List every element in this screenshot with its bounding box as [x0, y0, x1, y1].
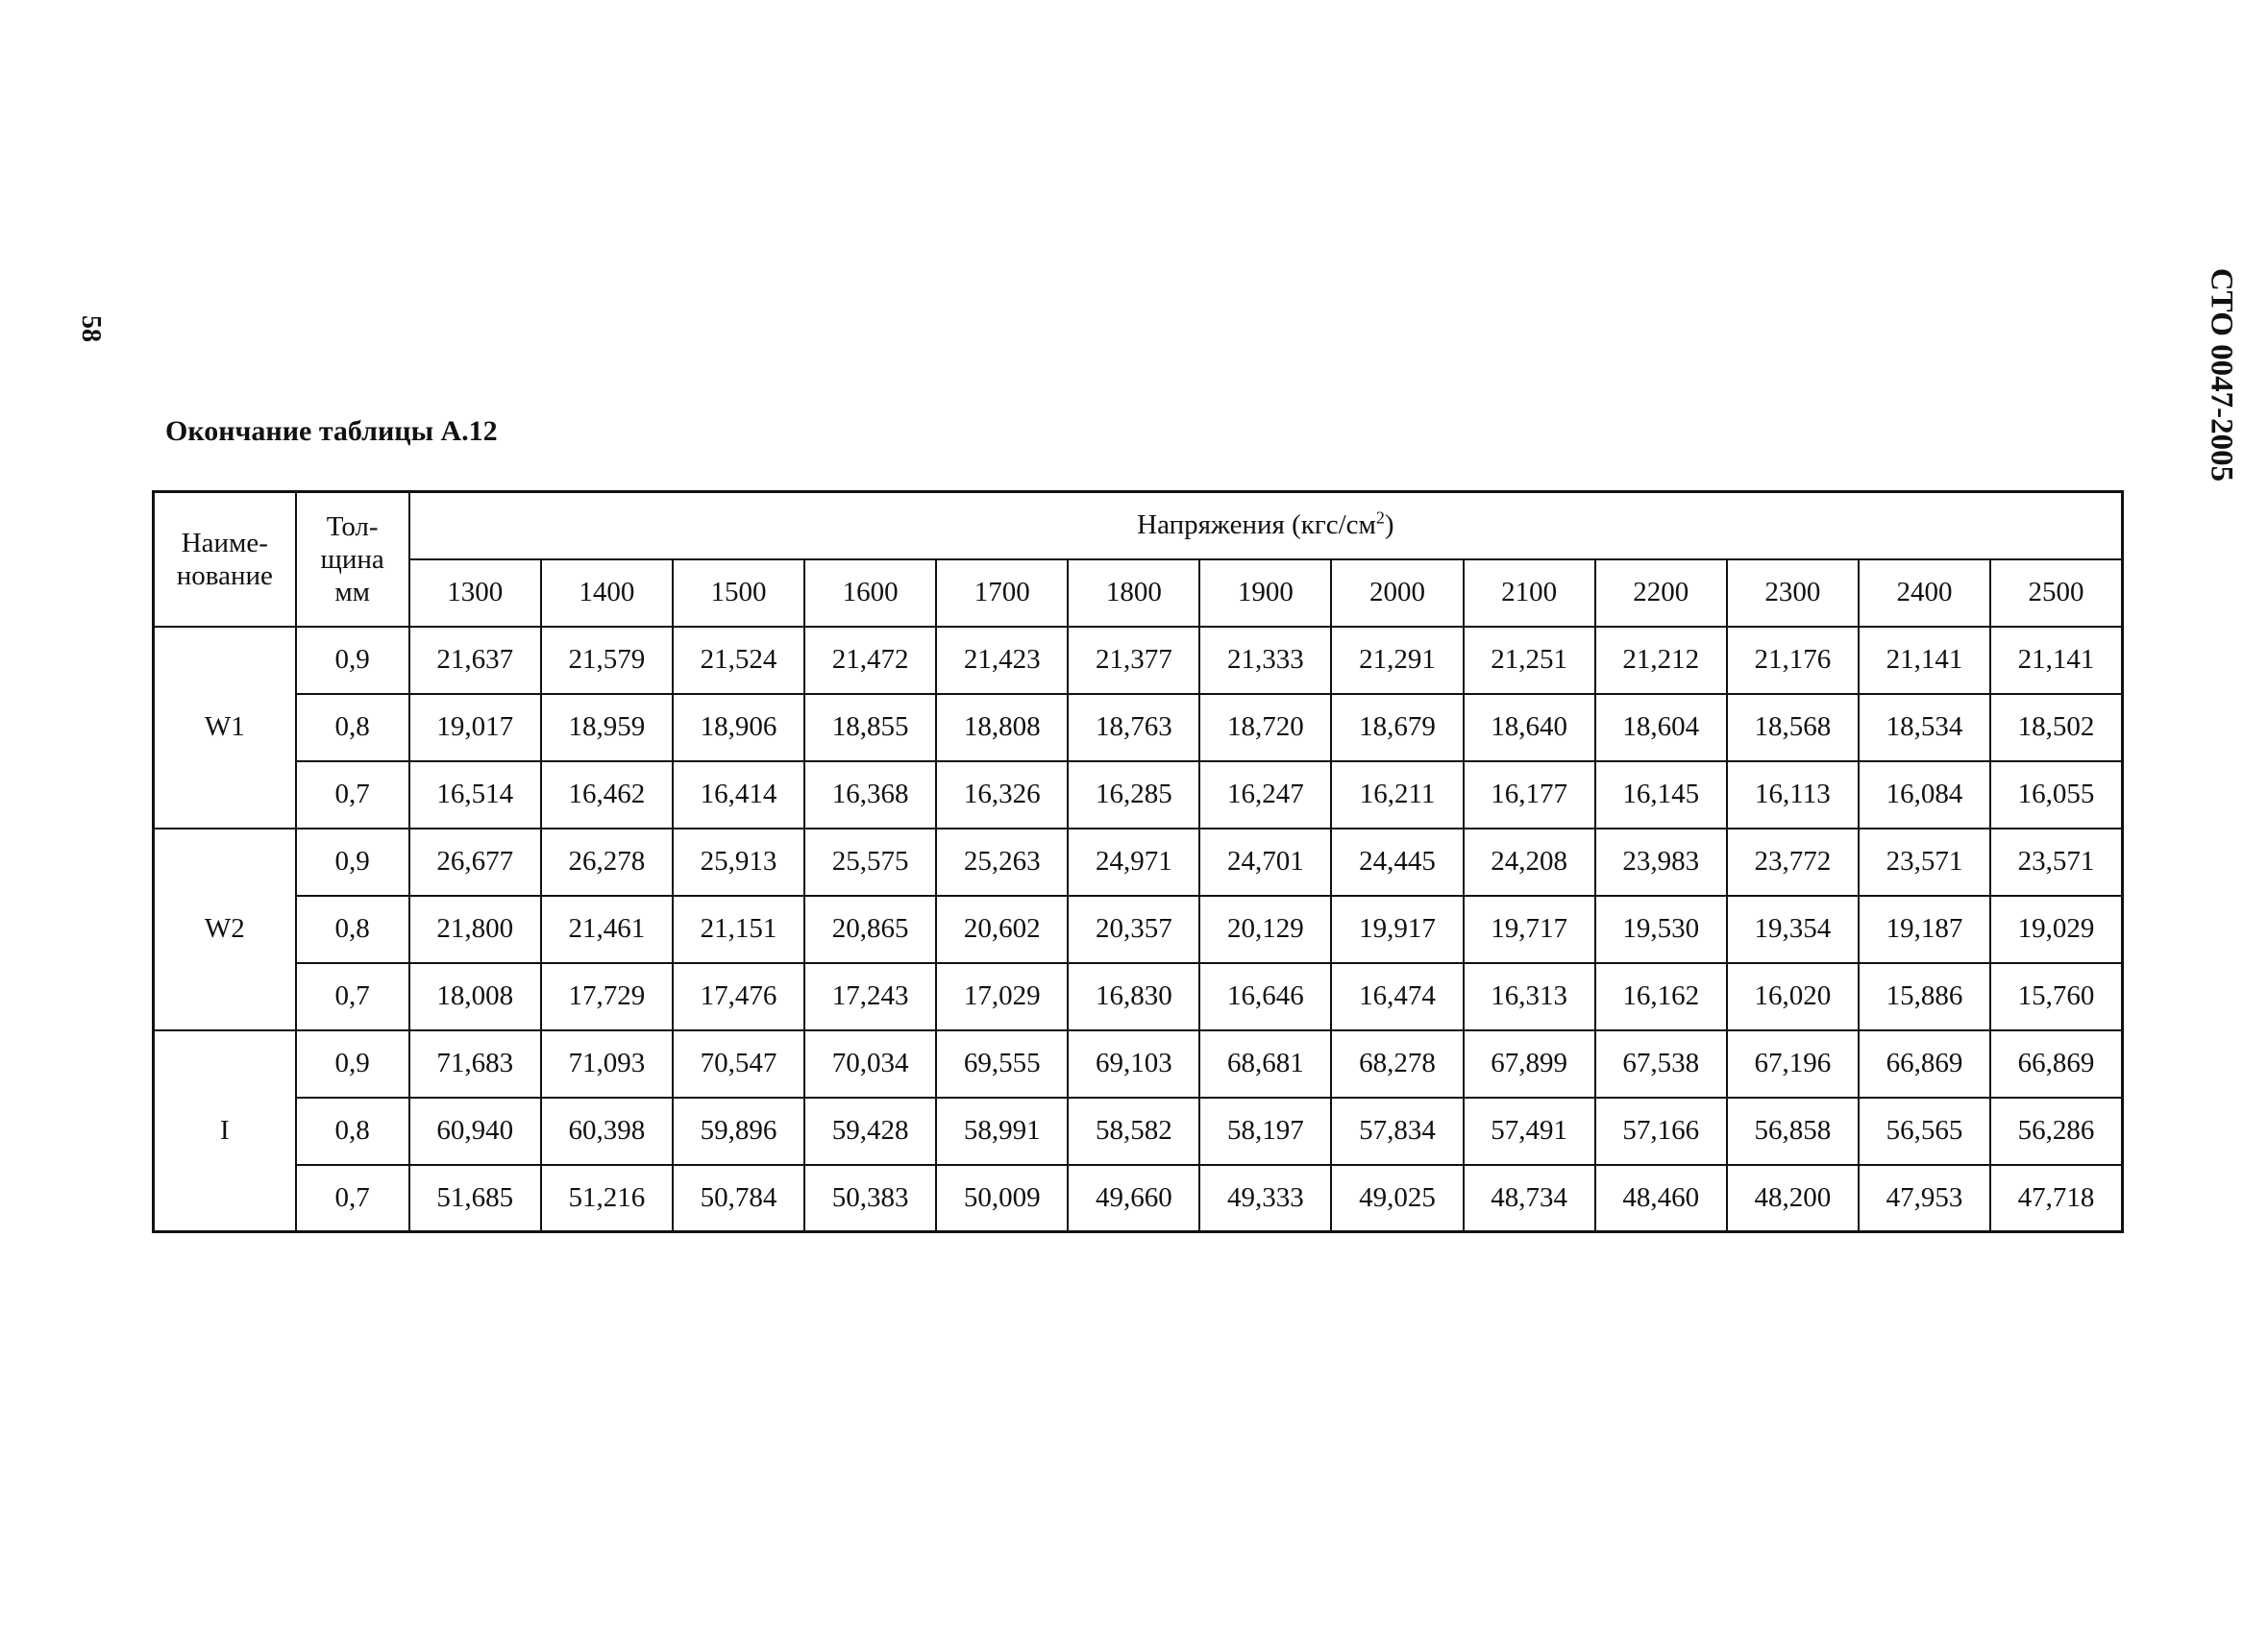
- value-cell: 21,212: [1595, 627, 1727, 694]
- value-cell: 16,084: [1859, 761, 1990, 829]
- name-header-line-2: нование: [176, 559, 273, 591]
- thickness-cell: 0,7: [296, 963, 409, 1030]
- value-cell: 21,524: [673, 627, 804, 694]
- thickness-header-line-2: щина: [320, 543, 384, 575]
- table-caption: Окончание таблицы А.12: [165, 415, 498, 447]
- value-cell: 15,760: [1990, 963, 2122, 1030]
- stress-column-header: 1800: [1068, 559, 1199, 627]
- value-cell: 60,398: [541, 1098, 673, 1165]
- value-cell: 17,476: [673, 963, 804, 1030]
- value-cell: 67,899: [1464, 1030, 1595, 1098]
- value-cell: 67,196: [1727, 1030, 1859, 1098]
- value-cell: 18,568: [1727, 694, 1859, 761]
- value-cell: 58,197: [1199, 1098, 1331, 1165]
- value-cell: 57,166: [1595, 1098, 1727, 1165]
- table-row: [154, 896, 2123, 963]
- table-row: [154, 1165, 2123, 1232]
- stress-header-text: Напряжения (кгс/см: [1137, 509, 1376, 541]
- value-cell: 16,646: [1199, 963, 1331, 1030]
- value-cell: 17,029: [936, 963, 1068, 1030]
- value-cell: 60,940: [409, 1098, 541, 1165]
- value-cell: 56,858: [1727, 1098, 1859, 1165]
- value-cell: 58,582: [1068, 1098, 1199, 1165]
- value-cell: 16,162: [1595, 963, 1727, 1030]
- value-cell: 56,565: [1859, 1098, 1990, 1165]
- value-cell: 69,103: [1068, 1030, 1199, 1098]
- value-cell: 49,025: [1331, 1165, 1463, 1232]
- table-row: [154, 963, 2123, 1030]
- value-cell: 25,913: [673, 829, 804, 896]
- thickness-cell: 0,9: [296, 627, 409, 694]
- value-cell: 20,129: [1199, 896, 1331, 963]
- value-cell: 47,718: [1990, 1165, 2122, 1232]
- value-cell: 19,917: [1331, 896, 1463, 963]
- value-cell: 67,538: [1595, 1030, 1727, 1098]
- thickness-cell: 0,9: [296, 1030, 409, 1098]
- value-cell: 57,834: [1331, 1098, 1463, 1165]
- value-cell: 59,428: [804, 1098, 936, 1165]
- value-cell: 21,251: [1464, 627, 1595, 694]
- table-body: [154, 627, 2123, 1232]
- value-cell: 57,491: [1464, 1098, 1595, 1165]
- value-cell: 19,187: [1859, 896, 1990, 963]
- value-cell: 16,462: [541, 761, 673, 829]
- thickness-header-line-1: Тол-: [326, 510, 379, 542]
- value-cell: 58,991: [936, 1098, 1068, 1165]
- value-cell: 21,472: [804, 627, 936, 694]
- value-cell: 16,113: [1727, 761, 1859, 829]
- thickness-cell: 0,8: [296, 1098, 409, 1165]
- value-cell: 16,020: [1727, 963, 1859, 1030]
- value-cell: 16,145: [1595, 761, 1727, 829]
- value-cell: 18,808: [936, 694, 1068, 761]
- value-cell: 18,008: [409, 963, 541, 1030]
- value-cell: 18,906: [673, 694, 804, 761]
- value-cell: 20,865: [804, 896, 936, 963]
- value-cell: 68,681: [1199, 1030, 1331, 1098]
- value-cell: 59,896: [673, 1098, 804, 1165]
- stress-column-header: 1400: [541, 559, 673, 627]
- value-cell: 25,575: [804, 829, 936, 896]
- stress-table: [152, 490, 2124, 1233]
- column-header-thickness: [296, 492, 409, 627]
- table-header-row: [154, 492, 2123, 559]
- stress-header-superscript: 2: [1375, 508, 1385, 528]
- value-cell: 16,368: [804, 761, 936, 829]
- value-cell: 49,333: [1199, 1165, 1331, 1232]
- value-cell: 21,800: [409, 896, 541, 963]
- value-cell: 50,009: [936, 1165, 1068, 1232]
- value-cell: 21,377: [1068, 627, 1199, 694]
- value-cell: 19,029: [1990, 896, 2122, 963]
- value-cell: 18,855: [804, 694, 936, 761]
- value-cell: 56,286: [1990, 1098, 2122, 1165]
- table-row: [154, 694, 2123, 761]
- value-cell: 71,683: [409, 1030, 541, 1098]
- value-cell: 20,602: [936, 896, 1068, 963]
- value-cell: 19,354: [1727, 896, 1859, 963]
- value-cell: 47,953: [1859, 1165, 1990, 1232]
- value-cell: 16,414: [673, 761, 804, 829]
- value-cell: 16,474: [1331, 963, 1463, 1030]
- value-cell: 16,514: [409, 761, 541, 829]
- value-cell: 51,216: [541, 1165, 673, 1232]
- stress-column-header: 1500: [673, 559, 804, 627]
- stress-column-header: 2400: [1859, 559, 1990, 627]
- value-cell: 23,571: [1990, 829, 2122, 896]
- value-cell: 24,445: [1331, 829, 1463, 896]
- value-cell: 70,034: [804, 1030, 936, 1098]
- stress-column-header: 1300: [409, 559, 541, 627]
- value-cell: 23,571: [1859, 829, 1990, 896]
- value-cell: 21,333: [1199, 627, 1331, 694]
- value-cell: 48,200: [1727, 1165, 1859, 1232]
- value-cell: 50,383: [804, 1165, 936, 1232]
- value-cell: 21,579: [541, 627, 673, 694]
- value-cell: 20,357: [1068, 896, 1199, 963]
- column-header-name: [154, 492, 296, 627]
- stress-column-header: 1900: [1199, 559, 1331, 627]
- value-cell: 15,886: [1859, 963, 1990, 1030]
- value-cell: 21,461: [541, 896, 673, 963]
- value-cell: 16,247: [1199, 761, 1331, 829]
- value-cell: 50,784: [673, 1165, 804, 1232]
- table-row: [154, 829, 2123, 896]
- value-cell: 23,772: [1727, 829, 1859, 896]
- page-number: 58: [76, 315, 106, 342]
- thickness-cell: 0,9: [296, 829, 409, 896]
- value-cell: 25,263: [936, 829, 1068, 896]
- value-cell: 16,326: [936, 761, 1068, 829]
- value-cell: 18,604: [1595, 694, 1727, 761]
- thickness-header-line-3: мм: [334, 576, 371, 607]
- value-cell: 17,729: [541, 963, 673, 1030]
- stress-column-header: 2500: [1990, 559, 2122, 627]
- value-cell: 21,141: [1859, 627, 1990, 694]
- value-cell: 69,555: [936, 1030, 1068, 1098]
- stress-column-header: 2100: [1464, 559, 1595, 627]
- value-cell: 48,460: [1595, 1165, 1727, 1232]
- group-name-cell: W2: [154, 829, 296, 1030]
- document-code: [2193, 264, 2249, 485]
- value-cell: 51,685: [409, 1165, 541, 1232]
- value-cell: 18,959: [541, 694, 673, 761]
- value-cell: 21,141: [1990, 627, 2122, 694]
- stress-column-header: 2200: [1595, 559, 1727, 627]
- value-cell: 68,278: [1331, 1030, 1463, 1098]
- value-cell: 24,971: [1068, 829, 1199, 896]
- stress-values-row: [154, 559, 2123, 627]
- value-cell: 16,177: [1464, 761, 1595, 829]
- stress-column-header: 2300: [1727, 559, 1859, 627]
- thickness-cell: 0,7: [296, 761, 409, 829]
- thickness-cell: 0,8: [296, 896, 409, 963]
- document-code-text: СТО 0047-2005: [2204, 267, 2239, 483]
- value-cell: 16,830: [1068, 963, 1199, 1030]
- value-cell: 26,677: [409, 829, 541, 896]
- value-cell: 49,660: [1068, 1165, 1199, 1232]
- value-cell: 24,701: [1199, 829, 1331, 896]
- stress-column-header: 2000: [1331, 559, 1463, 627]
- value-cell: 18,679: [1331, 694, 1463, 761]
- value-cell: 66,869: [1859, 1030, 1990, 1098]
- value-cell: 16,313: [1464, 963, 1595, 1030]
- value-cell: 48,734: [1464, 1165, 1595, 1232]
- table-row: [154, 627, 2123, 694]
- name-header-line-1: Наиме-: [181, 527, 268, 558]
- table-row: [154, 1098, 2123, 1165]
- stress-column-header: 1600: [804, 559, 936, 627]
- stress-header-close: ): [1384, 509, 1394, 541]
- table-row: [154, 1030, 2123, 1098]
- value-cell: 16,211: [1331, 761, 1463, 829]
- value-cell: 19,530: [1595, 896, 1727, 963]
- value-cell: 18,720: [1199, 694, 1331, 761]
- value-cell: 21,291: [1331, 627, 1463, 694]
- value-cell: 21,423: [936, 627, 1068, 694]
- value-cell: 66,869: [1990, 1030, 2122, 1098]
- value-cell: 21,637: [409, 627, 541, 694]
- stress-column-header: 1700: [936, 559, 1068, 627]
- value-cell: 70,547: [673, 1030, 804, 1098]
- thickness-cell: 0,8: [296, 694, 409, 761]
- value-cell: 21,176: [1727, 627, 1859, 694]
- column-header-stress: [409, 492, 2123, 559]
- group-name-cell: I: [154, 1030, 296, 1232]
- value-cell: 17,243: [804, 963, 936, 1030]
- value-cell: 16,285: [1068, 761, 1199, 829]
- table-row: [154, 761, 2123, 829]
- value-cell: 24,208: [1464, 829, 1595, 896]
- value-cell: 18,640: [1464, 694, 1595, 761]
- value-cell: 19,717: [1464, 896, 1595, 963]
- value-cell: 26,278: [541, 829, 673, 896]
- value-cell: 18,534: [1859, 694, 1990, 761]
- value-cell: 18,502: [1990, 694, 2122, 761]
- value-cell: 23,983: [1595, 829, 1727, 896]
- thickness-cell: 0,7: [296, 1165, 409, 1232]
- value-cell: 71,093: [541, 1030, 673, 1098]
- value-cell: 18,763: [1068, 694, 1199, 761]
- group-name-cell: W1: [154, 627, 296, 829]
- value-cell: 21,151: [673, 896, 804, 963]
- value-cell: 16,055: [1990, 761, 2122, 829]
- value-cell: 19,017: [409, 694, 541, 761]
